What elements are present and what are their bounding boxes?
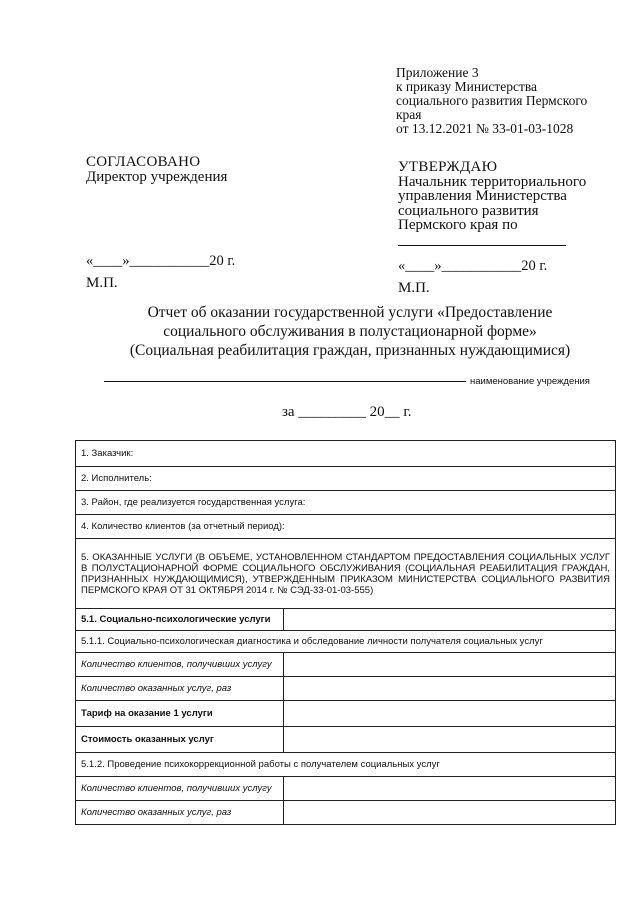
approve-signature-line: [398, 245, 566, 246]
cost-label: Стоимость оказанных услуг: [76, 727, 284, 753]
table-row: [76, 677, 616, 701]
table-row: [76, 515, 616, 539]
services-count-label: Количество оказанных услуг, раз: [76, 677, 284, 701]
agreed-title: СОГЛАСОВАНО: [86, 154, 201, 170]
value-cell[interactable]: [283, 677, 615, 701]
appendix-line: края: [396, 107, 422, 122]
value-cell[interactable]: [283, 653, 615, 677]
approve-title: УТВЕРЖДАЮ: [398, 159, 498, 175]
approve-role-line: социального развития: [398, 202, 539, 219]
services-provided-cell: 5. ОКАЗАННЫЕ УСЛУГИ (В ОБЪЕМЕ, УСТАНОВЛЕННОМ СТАНДАРТОМ ПРЕДОСТАВЛЕНИЯ СОЦИАЛЬНЫХ УСЛУГ В ПОЛУСТАЦИОНАРНОЙ ФОРМЕ СОЦИАЛЬНОГО ОБСЛУЖИВАНИЯ (СОЦИАЛЬНАЯ РЕАБИЛИТАЦИЯ ГРАЖДАН, ПРИЗНАННЫХ НУЖДАЮЩИМИСЯ), УТВЕРЖДЕННЫМ ПРИКАЗОМ МИНИСТЕРСТВА СОЦИАЛЬНОГО РАЗВИТИЯ ПЕРМСКОГО КРАЯ ОТ 31 ОКТЯБРЯ 2014 г. № СЭД-33-01-03-555): [76, 539, 616, 609]
item-5-1-2-cell: 5.1.2. Проведение психокоррекционной работы с получателем социальных услуг: [76, 753, 616, 777]
report-title-line: социального обслуживания в полустационарной форме»: [163, 323, 537, 340]
table-row: [76, 539, 616, 609]
table-row: [76, 801, 616, 825]
clients-received-label: Количество клиентов, получивших услугу: [76, 777, 284, 801]
agreed-date: «____»___________20 г.: [86, 253, 236, 269]
approve-date: «____»___________20 г.: [398, 258, 548, 274]
approve-role-line: Пермского края по: [398, 217, 518, 233]
appendix-line: к приказу Министерства: [396, 79, 538, 94]
clients-received-label: Количество клиентов, получивших услугу: [76, 653, 284, 677]
tariff-label: Тариф на оказание 1 услуги: [76, 701, 284, 727]
value-cell[interactable]: [283, 609, 615, 631]
district-cell: 3. Район, где реализуется государственная услуга:: [76, 491, 616, 515]
clients-cell: 4. Количество клиентов (за отчетный период):: [76, 515, 616, 539]
institution-label: наименование учреждения: [470, 376, 590, 387]
table-row: [76, 441, 616, 467]
approve-role-line: Начальник территориального: [398, 173, 587, 190]
customer-cell: 1. Заказчик:: [76, 441, 616, 467]
value-cell[interactable]: [283, 727, 615, 753]
value-cell[interactable]: [283, 801, 615, 825]
services-count-label: Количество оказанных услуг, раз: [76, 801, 284, 825]
value-cell[interactable]: [283, 777, 615, 801]
table-row: [76, 467, 616, 491]
table-row: [76, 653, 616, 677]
report-title-line: (Социальная реабилитация граждан, признанных нуждающимися): [129, 342, 571, 359]
table-row: [76, 753, 616, 777]
item-5-1-1-cell: 5.1.1. Социально-психологическая диагностика и обследование личности получателя социальных услуг: [76, 631, 616, 653]
report-table: [75, 440, 616, 825]
report-title: [100, 303, 600, 360]
table-row: [76, 777, 616, 801]
section-5-1-cell: 5.1. Социально-психологические услуги: [76, 609, 284, 631]
report-period: за _________ 20__ г.: [282, 404, 412, 420]
table-row: [76, 491, 616, 515]
table-row: [76, 701, 616, 727]
report-title-line: Отчет об оказании государственной услуги «Предоставление: [147, 304, 553, 321]
institution-name-line: [104, 381, 466, 382]
executor-cell: 2. Исполнитель:: [76, 467, 616, 491]
table-row: [76, 609, 616, 631]
approve-block: [398, 160, 618, 233]
value-cell[interactable]: [283, 701, 615, 727]
appendix-line: от 13.12.2021 № 33-01-03-1028: [396, 121, 574, 136]
table-row: [76, 727, 616, 753]
approve-role-line: управления Министерства: [398, 188, 567, 204]
appendix-header: [396, 66, 626, 136]
agreed-stamp-place: М.П.: [86, 275, 118, 291]
appendix-line: Приложение 3: [396, 65, 479, 80]
agreed-block: [86, 155, 227, 185]
appendix-line: социального развития Пермского: [396, 93, 588, 108]
agreed-role: Директор учреждения: [86, 169, 228, 185]
table-row: [76, 631, 616, 653]
approve-stamp-place: М.П.: [398, 280, 430, 296]
